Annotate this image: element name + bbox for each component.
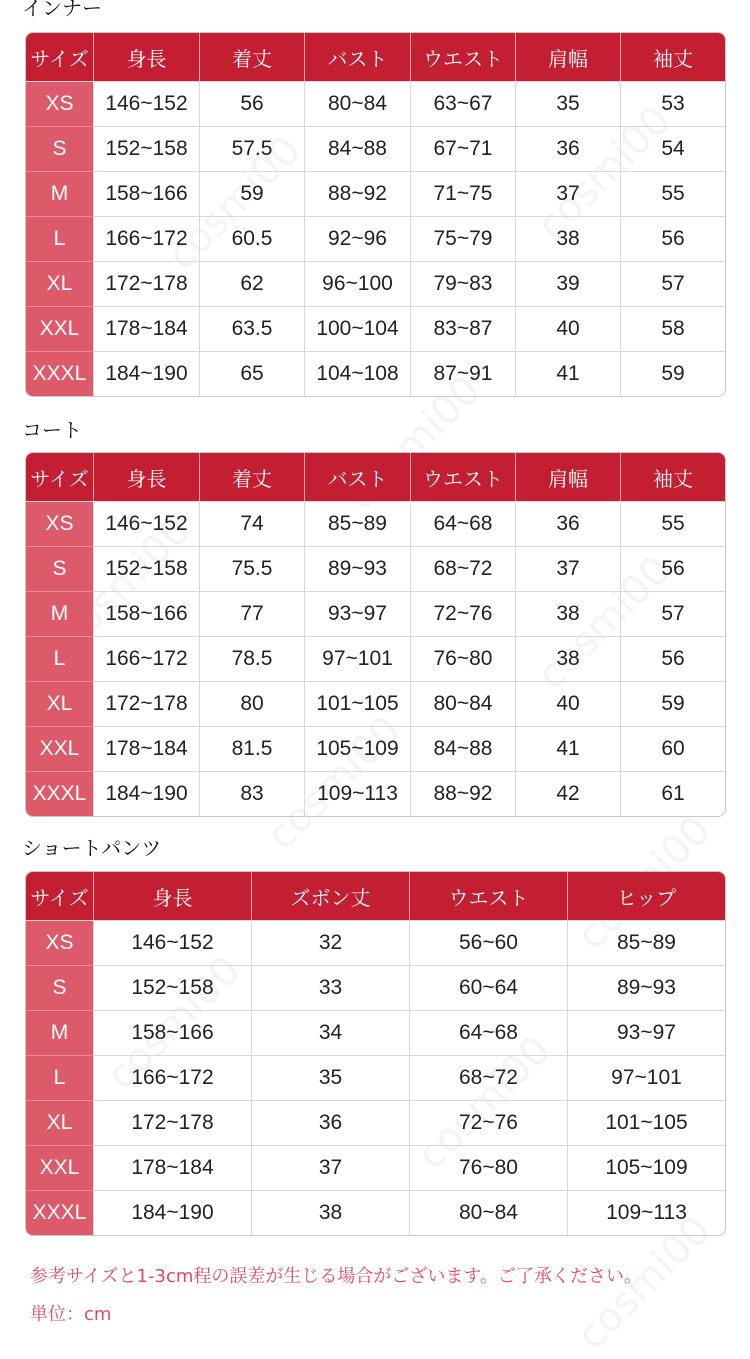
table-cell: 34	[251, 1010, 409, 1055]
size-label-cell: M	[26, 1010, 93, 1055]
table-row	[26, 126, 725, 171]
table-row	[26, 591, 725, 636]
table-cell: 158~166	[93, 171, 199, 216]
table-cell: 178~184	[93, 306, 199, 351]
table-cell: 62	[199, 261, 304, 306]
table-cell: 41	[515, 351, 620, 396]
table-cell: 85~89	[304, 501, 410, 546]
table-cell: 178~184	[93, 726, 199, 771]
table-cell: 172~178	[93, 1100, 251, 1145]
table-cell: 76~80	[410, 636, 515, 681]
table-cell: 75~79	[410, 216, 515, 261]
table-cell: 54	[620, 126, 725, 171]
table-cell: 80	[199, 681, 304, 726]
table-cell: 178~184	[93, 1145, 251, 1190]
table-cell: 93~97	[304, 591, 410, 636]
table-cell: 35	[515, 81, 620, 126]
size-label-cell: XXXL	[26, 351, 93, 396]
table-cell: 78.5	[199, 636, 304, 681]
table-cell: 40	[515, 306, 620, 351]
column-header: 身長	[93, 872, 251, 920]
table-cell: 96~100	[304, 261, 410, 306]
column-header: ヒップ	[567, 872, 725, 920]
table-row	[26, 1145, 725, 1190]
table-cell: 88~92	[304, 171, 410, 216]
table-cell: 87~91	[410, 351, 515, 396]
table-row	[26, 636, 725, 681]
table-cell: 166~172	[93, 1055, 251, 1100]
column-header: 着丈	[199, 33, 304, 81]
table-row	[26, 920, 725, 965]
table-row	[26, 1100, 725, 1145]
table-cell: 40	[515, 681, 620, 726]
table-cell: 83~87	[410, 306, 515, 351]
table-cell: 152~158	[93, 965, 251, 1010]
table-cell: 100~104	[304, 306, 410, 351]
column-header: 着丈	[199, 453, 304, 501]
column-header: サイズ	[26, 453, 93, 501]
table-cell: 58	[620, 306, 725, 351]
table-cell: 184~190	[93, 351, 199, 396]
column-header: 肩幅	[515, 453, 620, 501]
table-cell: 146~152	[93, 501, 199, 546]
table-cell: 65	[199, 351, 304, 396]
table-row	[26, 771, 725, 816]
table-row	[26, 81, 725, 126]
table-row	[26, 216, 725, 261]
column-header: 身長	[93, 33, 199, 81]
table-cell: 72~76	[410, 591, 515, 636]
table-row	[26, 1055, 725, 1100]
size-label-cell: XXL	[26, 1145, 93, 1190]
table-cell: 105~109	[304, 726, 410, 771]
table-row	[26, 171, 725, 216]
size-label-cell: XL	[26, 1100, 93, 1145]
table-cell: 60.5	[199, 216, 304, 261]
section-title-coat: コート	[22, 418, 82, 442]
table-cell: 89~93	[567, 965, 725, 1010]
table-cell: 184~190	[93, 1190, 251, 1235]
table-cell: 71~75	[410, 171, 515, 216]
unit-note: 単位：cm	[30, 1304, 112, 1325]
table-cell: 42	[515, 771, 620, 816]
table-cell: 67~71	[410, 126, 515, 171]
column-header: ズボン丈	[251, 872, 409, 920]
tolerance-note: 参考サイズと1-3cm程の誤差が生じる場合がございます。ご了承ください。	[30, 1266, 642, 1287]
table-cell: 101~105	[304, 681, 410, 726]
table-cell: 89~93	[304, 546, 410, 591]
table-cell: 64~68	[410, 501, 515, 546]
table-cell: 104~108	[304, 351, 410, 396]
table-cell: 37	[515, 171, 620, 216]
table-cell: 36	[251, 1100, 409, 1145]
table-cell: 80~84	[410, 681, 515, 726]
size-label-cell: L	[26, 1055, 93, 1100]
table-cell: 39	[515, 261, 620, 306]
size-label-cell: XXXL	[26, 1190, 93, 1235]
size-label-cell: S	[26, 965, 93, 1010]
table-cell: 55	[620, 501, 725, 546]
size-table-shorts	[25, 871, 726, 1236]
size-table-coat	[25, 452, 726, 817]
table-cell: 80~84	[304, 81, 410, 126]
table-cell: 56	[620, 546, 725, 591]
table-cell: 97~101	[304, 636, 410, 681]
table-cell: 56	[620, 636, 725, 681]
table-cell: 59	[620, 681, 725, 726]
table-row	[26, 726, 725, 771]
table-cell: 172~178	[93, 261, 199, 306]
column-header: ウエスト	[410, 453, 515, 501]
table-cell: 37	[515, 546, 620, 591]
column-header: サイズ	[26, 33, 93, 81]
size-label-cell: S	[26, 546, 93, 591]
table-cell: 109~113	[304, 771, 410, 816]
table-cell: 146~152	[93, 81, 199, 126]
table-cell: 92~96	[304, 216, 410, 261]
table-cell: 38	[515, 216, 620, 261]
table-cell: 32	[251, 920, 409, 965]
table-cell: 85~89	[567, 920, 725, 965]
size-label-cell: XL	[26, 681, 93, 726]
table-cell: 158~166	[93, 1010, 251, 1055]
table-cell: 152~158	[93, 126, 199, 171]
table-row	[26, 965, 725, 1010]
table-cell: 61	[620, 771, 725, 816]
table-row	[26, 351, 725, 396]
table-cell: 38	[515, 591, 620, 636]
size-label-cell: XXL	[26, 306, 93, 351]
column-header: 肩幅	[515, 33, 620, 81]
size-label-cell: XXL	[26, 726, 93, 771]
table-cell: 38	[251, 1190, 409, 1235]
table-cell: 75.5	[199, 546, 304, 591]
table-row	[26, 1010, 725, 1055]
table-cell: 68~72	[410, 546, 515, 591]
size-label-cell: XS	[26, 501, 93, 546]
table-row	[26, 306, 725, 351]
table-cell: 84~88	[304, 126, 410, 171]
table-cell: 57	[620, 261, 725, 306]
size-label-cell: XS	[26, 81, 93, 126]
column-header: バスト	[304, 453, 410, 501]
table-cell: 97~101	[567, 1055, 725, 1100]
table-cell: 80~84	[409, 1190, 567, 1235]
table-header-row	[26, 872, 725, 920]
table-cell: 79~83	[410, 261, 515, 306]
table-cell: 166~172	[93, 216, 199, 261]
table-cell: 59	[620, 351, 725, 396]
table-cell: 36	[515, 501, 620, 546]
table-cell: 63~67	[410, 81, 515, 126]
table-cell: 35	[251, 1055, 409, 1100]
table-cell: 76~80	[409, 1145, 567, 1190]
table-cell: 93~97	[567, 1010, 725, 1055]
table-cell: 64~68	[409, 1010, 567, 1055]
size-label-cell: L	[26, 636, 93, 681]
table-cell: 60	[620, 726, 725, 771]
table-cell: 33	[251, 965, 409, 1010]
table-cell: 158~166	[93, 591, 199, 636]
column-header: バスト	[304, 33, 410, 81]
size-table-inner	[25, 32, 726, 397]
table-cell: 109~113	[567, 1190, 725, 1235]
column-header: 袖丈	[620, 453, 725, 501]
table-cell: 56	[620, 216, 725, 261]
size-label-cell: XS	[26, 920, 93, 965]
table-row	[26, 501, 725, 546]
size-label-cell: XXXL	[26, 771, 93, 816]
table-cell: 72~76	[409, 1100, 567, 1145]
table-row	[26, 1190, 725, 1235]
column-header: サイズ	[26, 872, 93, 920]
table-cell: 57.5	[199, 126, 304, 171]
column-header: ウエスト	[410, 33, 515, 81]
table-cell: 36	[515, 126, 620, 171]
table-cell: 41	[515, 726, 620, 771]
size-label-cell: S	[26, 126, 93, 171]
table-cell: 152~158	[93, 546, 199, 591]
table-cell: 60~64	[409, 965, 567, 1010]
table-cell: 57	[620, 591, 725, 636]
table-row	[26, 261, 725, 306]
table-cell: 74	[199, 501, 304, 546]
section-title-shorts: ショートパンツ	[22, 836, 162, 860]
section-title-inner: インナー	[22, 0, 102, 20]
table-cell: 55	[620, 171, 725, 216]
table-cell: 37	[251, 1145, 409, 1190]
column-header: 袖丈	[620, 33, 725, 81]
table-cell: 63.5	[199, 306, 304, 351]
table-cell: 184~190	[93, 771, 199, 816]
table-header-row	[26, 33, 725, 81]
table-cell: 68~72	[409, 1055, 567, 1100]
size-label-cell: L	[26, 216, 93, 261]
table-cell: 53	[620, 81, 725, 126]
size-label-cell: M	[26, 171, 93, 216]
table-cell: 84~88	[410, 726, 515, 771]
table-cell: 105~109	[567, 1145, 725, 1190]
table-cell: 146~152	[93, 920, 251, 965]
table-cell: 77	[199, 591, 304, 636]
table-cell: 166~172	[93, 636, 199, 681]
column-header: 身長	[93, 453, 199, 501]
table-cell: 38	[515, 636, 620, 681]
table-cell: 88~92	[410, 771, 515, 816]
table-cell: 81.5	[199, 726, 304, 771]
table-cell: 56~60	[409, 920, 567, 965]
table-cell: 172~178	[93, 681, 199, 726]
table-row	[26, 681, 725, 726]
table-cell: 83	[199, 771, 304, 816]
size-label-cell: XL	[26, 261, 93, 306]
table-cell: 101~105	[567, 1100, 725, 1145]
table-cell: 59	[199, 171, 304, 216]
table-row	[26, 546, 725, 591]
size-label-cell: M	[26, 591, 93, 636]
table-header-row	[26, 453, 725, 501]
column-header: ウエスト	[409, 872, 567, 920]
table-cell: 56	[199, 81, 304, 126]
